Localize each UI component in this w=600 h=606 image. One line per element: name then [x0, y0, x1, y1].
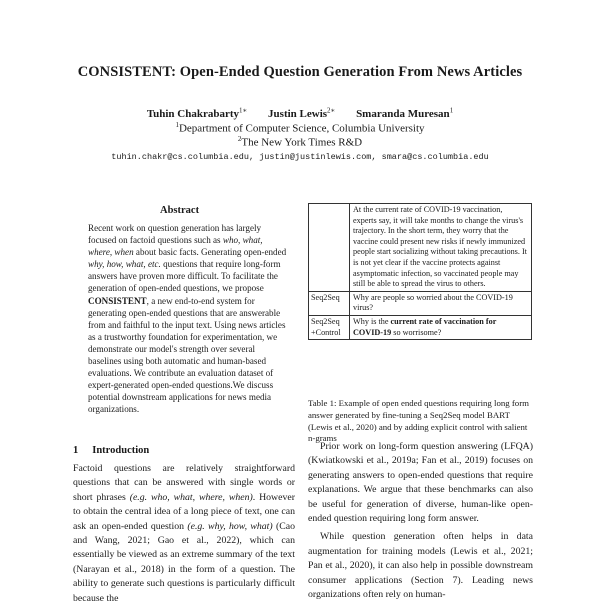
- question-cell: [350, 315, 532, 339]
- question-cell: [350, 291, 532, 315]
- table-cell-empty: [309, 204, 350, 292]
- affiliation-mark: 1: [175, 121, 179, 129]
- text-run: who, what, where, when: [88, 235, 263, 258]
- text-run: (Cao and Wang, 2021; Gao et al., 2022), which can essentially be viewed as an extreme summary of the text (Narayan et al., 2018) in the form of a question. The ability to generate such questions is particularly difficult because the: [73, 520, 295, 604]
- row-label: Seq2Seq: [309, 291, 350, 315]
- text-run: Recent work on question generation has largely focused on factoid questions such as: [88, 223, 262, 246]
- author-mark: 1: [449, 106, 454, 114]
- section-number: 1: [73, 445, 79, 456]
- abstract-heading: Abstract: [160, 205, 200, 216]
- author-mark: 2∗: [327, 106, 336, 114]
- text-run: . However to obtain the central idea of a long piece of text, one can ask an open-ended question: [73, 491, 295, 532]
- paragraph: Prior work on long-form question answering (LFQA) (Kwiatkowski et al., 2019a; Fan et al., 2019) focuses on generating answers to open-ended questions that require explanations. We argue that these benchmarks can also be useful for generation of diverse, human-like open-ended question requiring long form answer.: [308, 441, 533, 525]
- text-run: Why are people so worried about the COVID-19 virus?: [353, 292, 513, 313]
- text-run: why, how, what, etc.: [88, 259, 161, 270]
- passage-cell: At the current rate of COVID-19 vaccination, experts say, it will take months to change the virus's trajectory. In the short term, they worry that the vaccine could present new risks if newly immunized people start socializing without taking precautions. It is not yet clear if the vaccine protects against asymptomatic infection, so vaccinated people may still be able to spread the virus to others.: [350, 204, 532, 292]
- table-row: [309, 315, 532, 339]
- row-label: Seq2Seq +Control: [309, 315, 350, 339]
- affiliation-mark: 2: [237, 135, 242, 143]
- author-mark: 1∗: [239, 106, 248, 114]
- author-list: [0, 106, 600, 120]
- text-run: current rate of vaccination for COVID-19: [353, 316, 497, 337]
- author: [356, 108, 453, 120]
- text-run: questions that require long-form answers have proven more difficult. To facilitate the generation of open-ended questions, we propose: [88, 259, 281, 294]
- text-run: Why is the: [353, 316, 391, 326]
- table-row: [309, 204, 532, 292]
- right-column-body: [308, 440, 533, 602]
- paragraph: While question generation often helps in data augmentation for training models (Lewis et al., 2021; Pan et al., 2020), it can also help in possible downstream consumer applications (Section 7). Leading news organizations often rely on human-: [308, 531, 533, 601]
- section-title: Introduction: [92, 445, 150, 456]
- text-run: Factoid questions are relatively straightforward questions that can be answered with single words or short phrases: [73, 463, 295, 503]
- author-name: Tuhin Chakrabarty: [146, 107, 240, 120]
- affiliation: [0, 121, 600, 135]
- text-run: , a new end-to-end system for generating open-ended questions that are answerable from and faithful to the input text. Using news articles as a trustworthy foundation for experimentation, we demonstrate our model's strength over several baselines using both automatic and human-based evaluations. We contribute an evaluation dataset of expert-generated open-ended questions.We discuss potential downstream applications for news media organizations.: [88, 295, 286, 415]
- text-run: (e.g. why, how, what): [187, 520, 273, 532]
- table-row: [309, 291, 532, 315]
- paper-title: CONSISTENT: Open-Ended Question Generation From News Articles: [77, 64, 523, 80]
- example-table: [308, 203, 532, 340]
- text-run: so worrisome?: [391, 327, 442, 337]
- author-name: Smaranda Muresan: [356, 107, 450, 120]
- author: [268, 108, 335, 120]
- table-caption: Table 1: Example of open ended questions requiring long form answer generated by fine-tuning a Seq2Seq model BART (Lewis et al., 2020) and by adding explicit control with salient n-grams: [308, 398, 529, 444]
- text-run: (e.g. who, what, where, when): [129, 491, 253, 503]
- abstract-body: [88, 222, 288, 416]
- author-emails: tuhin.chakr@cs.columbia.edu, justin@justinlewis.com, smara@cs.columbia.edu: [111, 152, 489, 162]
- text-run: CONSISTENT: [88, 295, 147, 306]
- affiliation: [0, 135, 600, 149]
- text-run: about basic facts. Generating open-ended: [133, 247, 287, 258]
- author-name: Justin Lewis: [268, 107, 328, 120]
- section-heading: [73, 445, 149, 456]
- affiliation-text: Department of Computer Science, Columbia University: [178, 122, 425, 135]
- author: [147, 108, 247, 120]
- affiliation-text: The New York Times R&D: [241, 136, 363, 149]
- intro-paragraph: [73, 462, 295, 606]
